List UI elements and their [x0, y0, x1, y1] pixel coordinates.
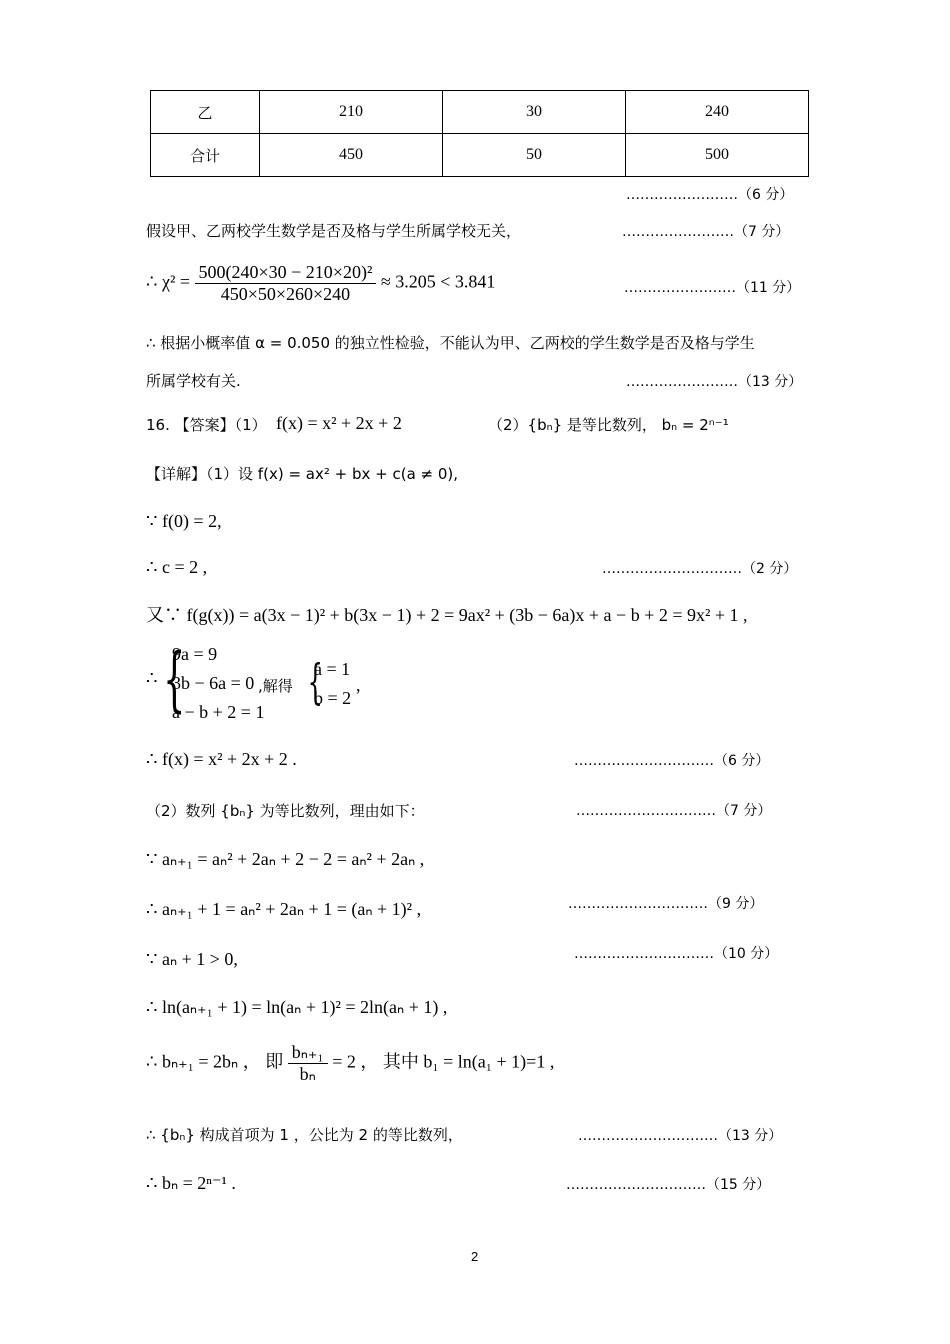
- score-mark: ……………………（6 分）: [626, 187, 794, 203]
- b-ratio-numerator: bₙ₊₁: [288, 1042, 328, 1064]
- chi-prefix: ∴ χ² =: [146, 271, 190, 292]
- q16-answer-2: （2）{bₙ} 是等比数列， bₙ = 2ⁿ⁻¹: [488, 416, 729, 434]
- b-relation: [146, 1042, 554, 1085]
- table-cell: 210: [260, 91, 443, 134]
- geometric-statement: ∴ {bₙ} 构成首项为 1 ，公比为 2 的等比数列，: [146, 1126, 463, 1144]
- detail-heading: 【详解】（1）设 f(x) = ax² + bx + c(a ≠ 0),: [146, 465, 459, 483]
- solution-1: a = 1: [314, 659, 351, 679]
- chi-fraction: [195, 262, 377, 305]
- b-relation-b: = 2 ， 其中 b₁ = ln(a₁ + 1)=1 ,: [332, 1051, 555, 1072]
- b-ratio-fraction: [288, 1042, 328, 1085]
- table-cell: 450: [260, 134, 443, 177]
- score-mark: ……………………（7 分）: [622, 224, 790, 240]
- fg-expansion: 又∵ f(g(x)) = a(3x − 1)² + b(3x − 1) + 2 = 9ax² + (3b − 6a)x + a − b + 2 = 9x² + 1 ,: [146, 605, 748, 625]
- part-2-heading: （2）数列 {bₙ} 为等比数列，理由如下：: [146, 802, 425, 820]
- recurrence-1: ∵ aₙ₊₁ = aₙ² + 2aₙ + 2 − 2 = aₙ² + 2aₙ ,: [146, 849, 425, 869]
- chi-denominator: 450×50×260×240: [220, 284, 351, 304]
- score-mark: …………………………（10 分）: [574, 946, 779, 962]
- positivity: ∵ aₙ + 1 > 0,: [146, 949, 238, 969]
- fx-final: ∴ f(x) = x² + 2x + 2 .: [146, 749, 297, 769]
- log-step: ∴ ln(aₙ₊₁ + 1) = ln(aₙ + 1)² = 2ln(aₙ + 1) ,: [146, 997, 448, 1017]
- chi-numerator: 500(240×30 − 210×20)²: [195, 262, 377, 284]
- c-equation: ∴ c = 2 ,: [146, 557, 208, 577]
- solution-2: b = 2: [314, 688, 352, 708]
- score-mark: …………………………（9 分）: [568, 896, 764, 912]
- table-cell: 500: [626, 134, 809, 177]
- table-row: [151, 91, 809, 134]
- conclusion-line-1: ∴ 根据小概率值 α = 0.050 的独立性检验，不能认为甲、乙两校的学生数学是否及格与学生: [146, 334, 755, 352]
- b-ratio-denominator: bₙ: [299, 1064, 316, 1084]
- q16-answer-label: 16. 【答案】（1）: [146, 416, 267, 434]
- score-mark: …………………………（7 分）: [576, 803, 772, 819]
- score-mark: ……………………（11 分）: [624, 280, 801, 296]
- system-eq-2: 3b − 6a = 0: [172, 673, 255, 693]
- score-mark: …………………………（6 分）: [574, 753, 770, 769]
- therefore-sign: ∴: [146, 668, 158, 688]
- q16-answer-1: f(x) = x² + 2x + 2: [276, 413, 402, 433]
- left-brace: {: [163, 638, 186, 720]
- table-row: [151, 134, 809, 177]
- conclusion-line-2: 所属学校有关.: [146, 372, 241, 390]
- table-cell: 乙: [151, 91, 260, 134]
- left-brace: {: [307, 654, 323, 710]
- table-cell: 240: [626, 91, 809, 134]
- b-relation-a: ∴ bₙ₊₁ = 2bₙ ， 即: [146, 1051, 284, 1072]
- recurrence-2: ∴ aₙ₊₁ + 1 = aₙ² + 2aₙ + 1 = (aₙ + 1)² ,: [146, 899, 422, 919]
- contingency-table: [150, 90, 809, 177]
- hypothesis-text: 假设甲、乙两校学生数学是否及格与学生所属学校无关，: [146, 222, 522, 240]
- table-cell: 30: [443, 91, 626, 134]
- since-f0: ∵ f(0) = 2,: [146, 511, 222, 531]
- score-mark: …………………………（13 分）: [578, 1128, 783, 1144]
- bn-final: ∴ bₙ = 2ⁿ⁻¹ .: [146, 1173, 236, 1193]
- solve-word: ,解得: [258, 677, 293, 695]
- table-cell: 50: [443, 134, 626, 177]
- score-mark: ……………………（13 分）: [626, 374, 803, 390]
- solution-comma: ,: [356, 675, 361, 695]
- page-number: 2: [471, 1249, 479, 1264]
- chi-result: ≈ 3.205 < 3.841: [380, 271, 496, 292]
- chi-square-formula: [146, 262, 495, 305]
- score-mark: …………………………（2 分）: [602, 561, 798, 577]
- system-eq-1: 9a = 9: [172, 644, 218, 664]
- system-eq-3: a − b + 2 = 1: [172, 702, 265, 722]
- table-cell: 合计: [151, 134, 260, 177]
- score-mark: …………………………（15 分）: [566, 1177, 771, 1193]
